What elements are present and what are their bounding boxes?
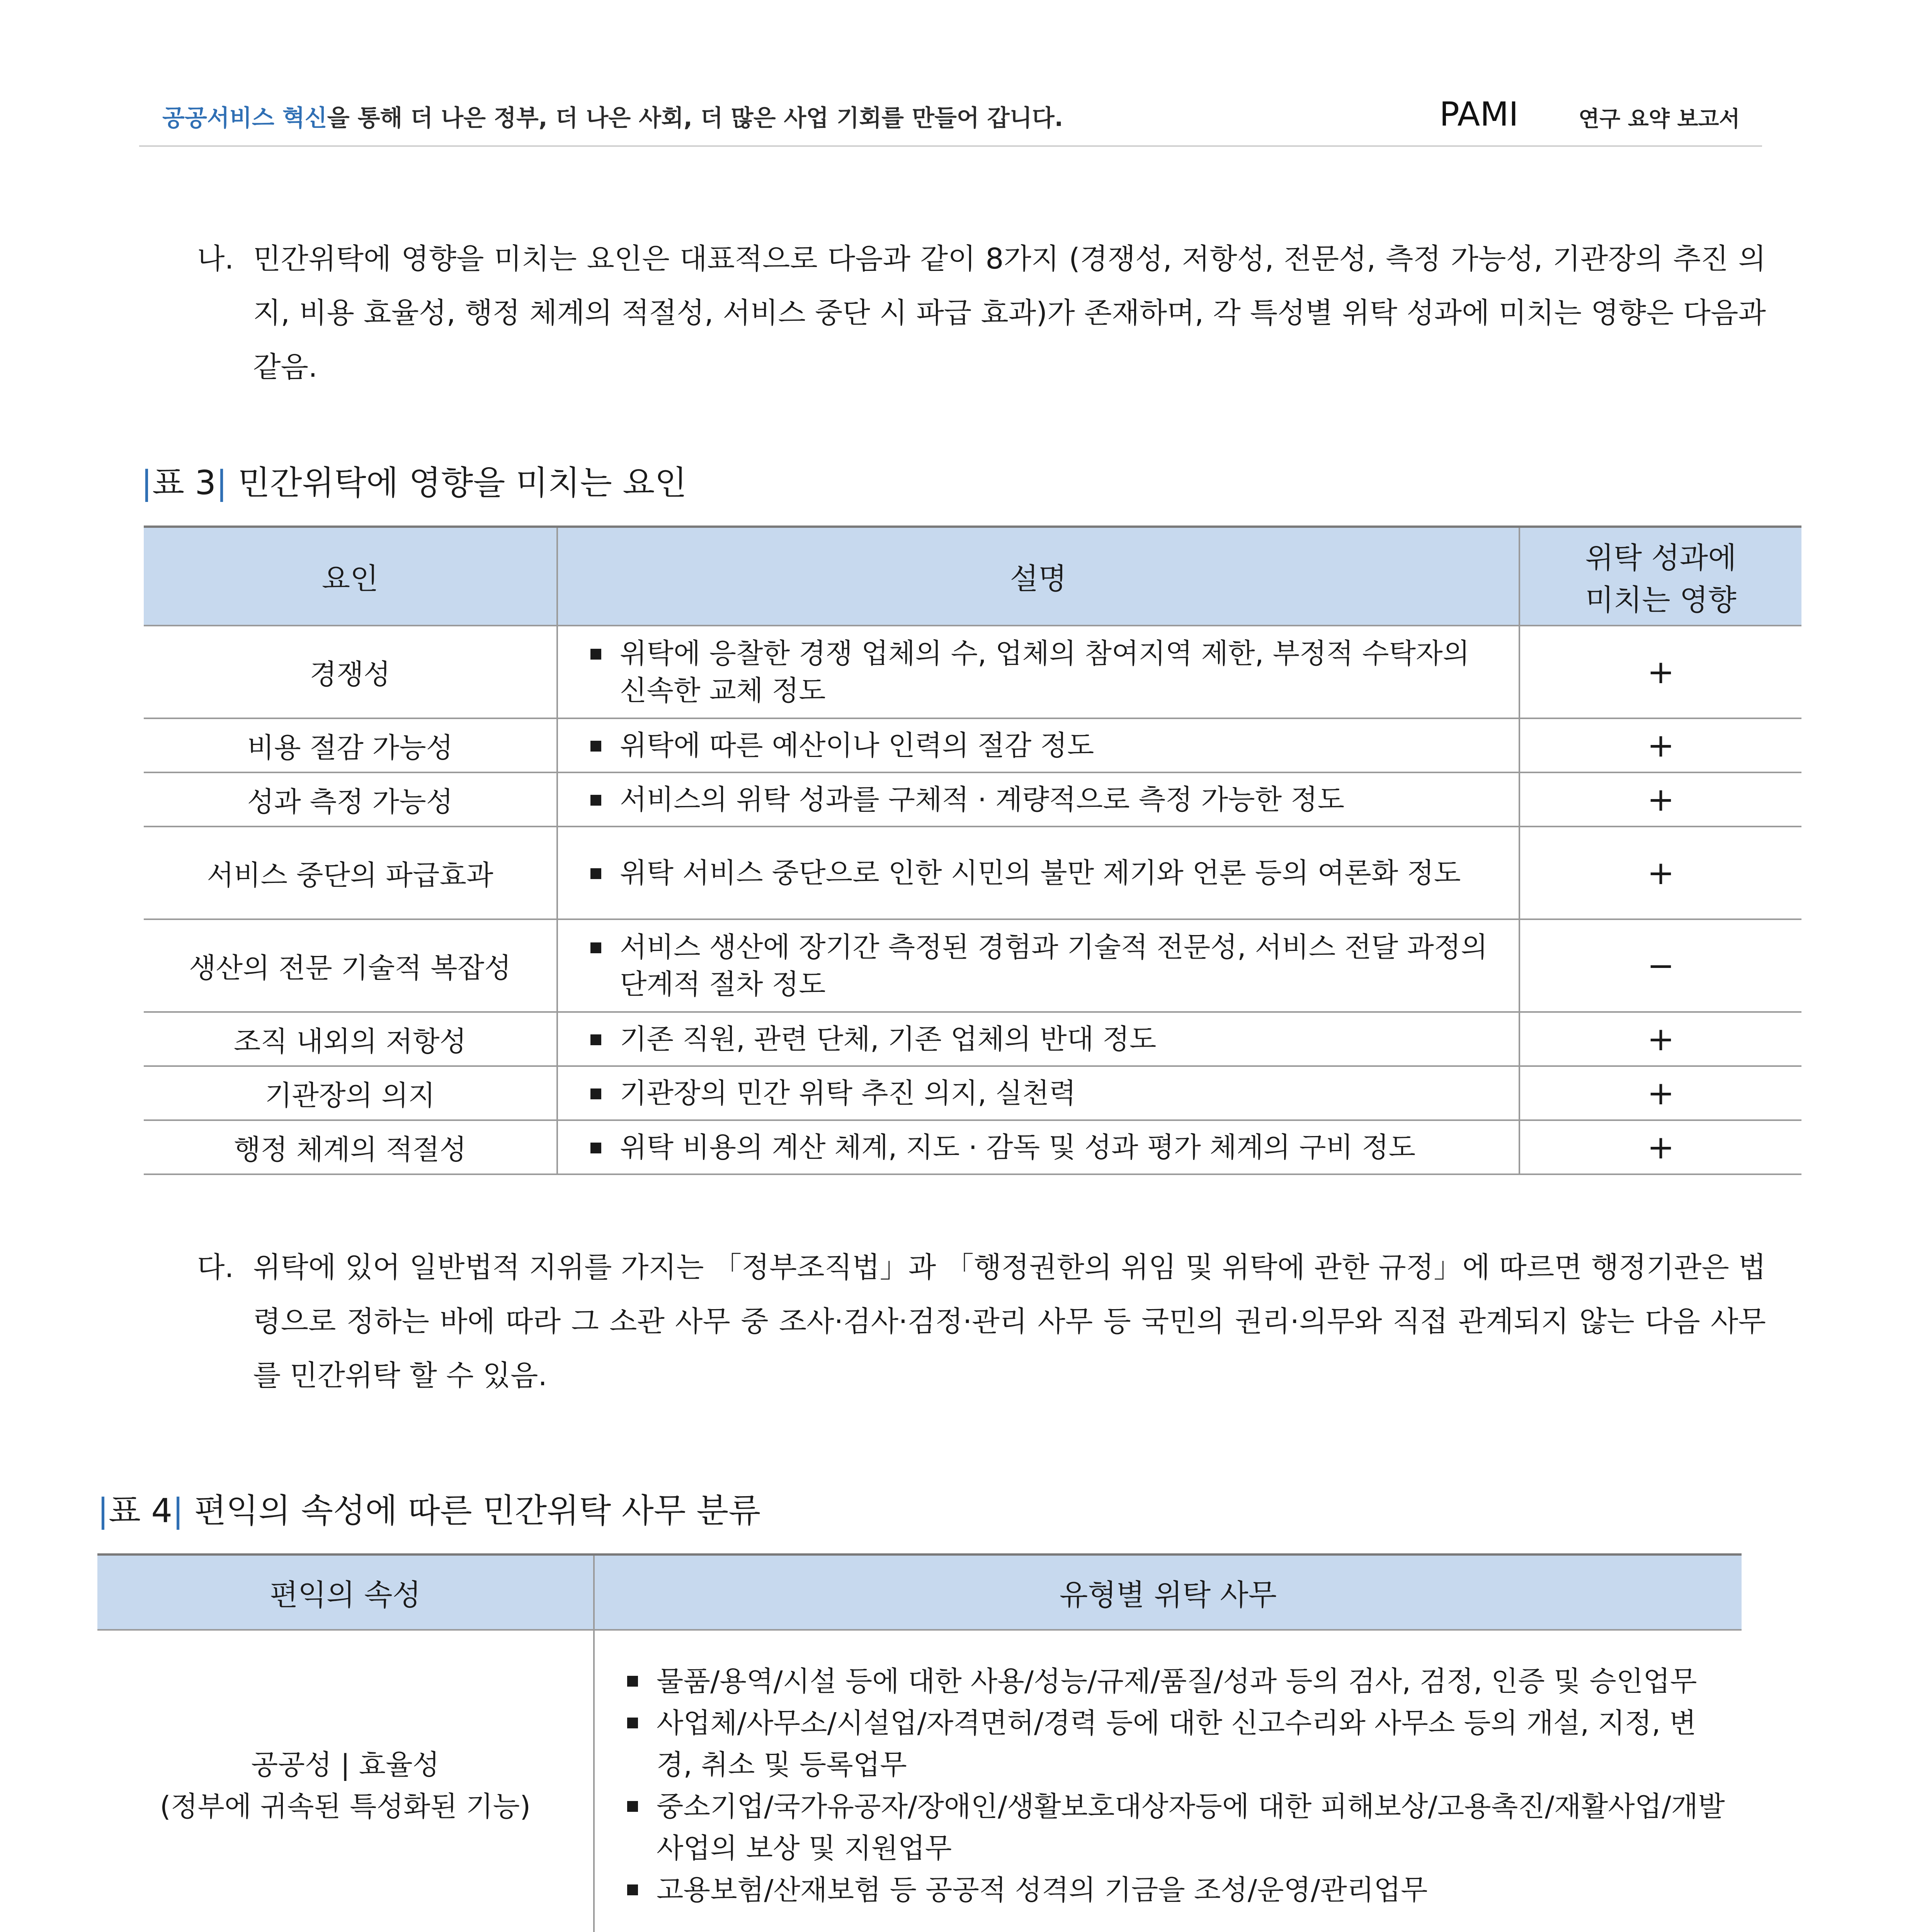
caption-label: 표 4 xyxy=(108,1492,173,1530)
description-cell xyxy=(557,1120,1519,1174)
factor-cell: 비용 절감 가능성 xyxy=(144,718,557,772)
bullet-item: 중소기업/국가유공자/장애인/생활보호대상자등에 대한 피해보상/고용촉진/재활사업/개발사업의 보상 및 지원업무 xyxy=(622,1786,1726,1869)
table4-caption xyxy=(97,1484,760,1532)
table4-header-tasks: 유형별 위탁 사무 xyxy=(594,1554,1742,1630)
bullet-item: 서비스 생산에 장기간 측정된 경험과 기술적 전문성, 서비스 전달 과정의 단계적 절차 정도 xyxy=(585,929,1503,1003)
paragraph-na xyxy=(197,232,1766,394)
description-cell xyxy=(557,718,1519,772)
description-cell xyxy=(557,827,1519,919)
bullet-item: 위탁 서비스 중단으로 인한 시민의 불만 제기와 언론 등의 여론화 정도 xyxy=(585,854,1503,891)
bullet-item: 기관장의 민간 위탁 추진 의지, 실천력 xyxy=(585,1075,1503,1112)
header-divider xyxy=(139,145,1762,147)
header-slogan xyxy=(162,100,1063,133)
paragraph-marker: 나. xyxy=(197,242,234,276)
table-row xyxy=(144,1066,1801,1120)
header-brand: PAMI xyxy=(1439,95,1519,134)
table-row xyxy=(144,919,1801,1012)
table3-caption xyxy=(141,456,687,504)
table-row xyxy=(97,1630,1742,1932)
category-title: 공공성 | 효율성 xyxy=(251,1748,440,1781)
effect-cell: + xyxy=(1519,718,1801,772)
bullet-item: 물품/용역/시설 등에 대한 사용/성능/규제/품질/성과 등의 검사, 검정, 인증 및 승인업무 xyxy=(622,1660,1726,1702)
table3-header-effect: 위탁 성과에 미치는 영향 xyxy=(1519,527,1801,626)
tasks-cell xyxy=(594,1630,1742,1932)
description-cell xyxy=(557,1012,1519,1066)
bullet-item: 위탁에 따른 예산이나 인력의 절감 정도 xyxy=(585,727,1503,764)
effect-cell: + xyxy=(1519,1066,1801,1120)
table-row xyxy=(144,1012,1801,1066)
bullet-item: 위탁에 응찰한 경쟁 업체의 수, 업체의 참여지역 제한, 부정적 수탁자의 신속한 교체 정도 xyxy=(585,635,1503,709)
caption-bar: | xyxy=(97,1492,109,1530)
paragraph-marker: 다. xyxy=(197,1251,234,1284)
caption-bar: | xyxy=(216,464,228,502)
factor-cell: 성과 측정 가능성 xyxy=(144,772,557,827)
table4-header-attribute: 편익의 속성 xyxy=(97,1554,594,1630)
factor-cell: 경쟁성 xyxy=(144,626,557,718)
caption-bar: | xyxy=(172,1492,184,1530)
table4 xyxy=(97,1553,1742,1932)
paragraph-text: 위탁에 있어 일반법적 지위를 가지는 「정부조직법」과 「행정권한의 위임 및 위탁에 관한 규정」에 따르면 행정기관은 법령으로 정하는 바에 따라 그 소관 사무 중 조사·검사·검정·관리 사무 등 국민의 권리·의무와 직접 관계되지 않는 다음 사무를 민간위탁 할 수 있음. xyxy=(253,1251,1766,1392)
table3 xyxy=(144,526,1801,1175)
caption-bar: | xyxy=(141,464,152,502)
effect-cell: − xyxy=(1519,919,1801,1012)
caption-title: 편익의 속성에 따른 민간위탁 사무 분류 xyxy=(194,1492,761,1530)
header-slogan-accent: 공공서비스 혁신 xyxy=(162,105,327,132)
description-cell xyxy=(557,1066,1519,1120)
category-subtitle: (정부에 귀속된 특성화된 기능) xyxy=(160,1790,531,1823)
factor-cell: 생산의 전문 기술적 복잡성 xyxy=(144,919,557,1012)
header-slogan-rest: 을 통해 더 나은 정부, 더 나은 사회, 더 많은 사업 기회를 만들어 갑니다. xyxy=(327,105,1063,132)
bullet-item: 사업체/사무소/시설업/자격면허/경력 등에 대한 신고수리와 사무소 등의 개설, 지정, 변경, 취소 및 등록업무 xyxy=(622,1702,1726,1786)
table3-header-factor: 요인 xyxy=(144,527,557,626)
caption-label: 표 3 xyxy=(152,464,216,502)
table-row xyxy=(144,1120,1801,1174)
factor-cell: 조직 내외의 저항성 xyxy=(144,1012,557,1066)
effect-cell: + xyxy=(1519,827,1801,919)
description-cell xyxy=(557,772,1519,827)
paragraph-da xyxy=(197,1240,1766,1403)
bullet-item: 서비스의 위탁 성과를 구체적 · 계량적으로 측정 가능한 정도 xyxy=(585,781,1503,818)
bullet-item: 기존 직원, 관련 단체, 기존 업체의 반대 정도 xyxy=(585,1020,1503,1058)
effect-cell: + xyxy=(1519,772,1801,827)
table-row xyxy=(144,827,1801,919)
category-cell xyxy=(97,1630,594,1932)
table3-header-desc: 설명 xyxy=(557,527,1519,626)
description-cell xyxy=(557,626,1519,718)
table-row xyxy=(144,718,1801,772)
bullet-item: 위탁 비용의 계산 체계, 지도 · 감독 및 성과 평가 체계의 구비 정도 xyxy=(585,1129,1503,1166)
factor-cell: 행정 체계의 적절성 xyxy=(144,1120,557,1174)
effect-cell: + xyxy=(1519,626,1801,718)
factor-cell: 서비스 중단의 파급효과 xyxy=(144,827,557,919)
header-doc-type: 연구 요약 보고서 xyxy=(1579,107,1740,132)
factor-cell: 기관장의 의지 xyxy=(144,1066,557,1120)
table-row xyxy=(144,772,1801,827)
bullet-item: 고용보험/산재보험 등 공공적 성격의 기금을 조성/운영/관리업무 xyxy=(622,1869,1726,1911)
description-cell xyxy=(557,919,1519,1012)
table-row xyxy=(144,626,1801,718)
paragraph-text: 민간위탁에 영향을 미치는 요인은 대표적으로 다음과 같이 8가지 (경쟁성, 저항성, 전문성, 측정 가능성, 기관장의 추진 의지, 비용 효율성, 행정 체계의 적절성, 서비스 중단 시 파급 효과)가 존재하며, 각 특성별 위탁 성과에 미치는 영향은 다음과 같음. xyxy=(253,242,1766,384)
effect-cell: + xyxy=(1519,1012,1801,1066)
effect-cell: + xyxy=(1519,1120,1801,1174)
caption-title: 민간위탁에 영향을 미치는 요인 xyxy=(238,464,687,502)
